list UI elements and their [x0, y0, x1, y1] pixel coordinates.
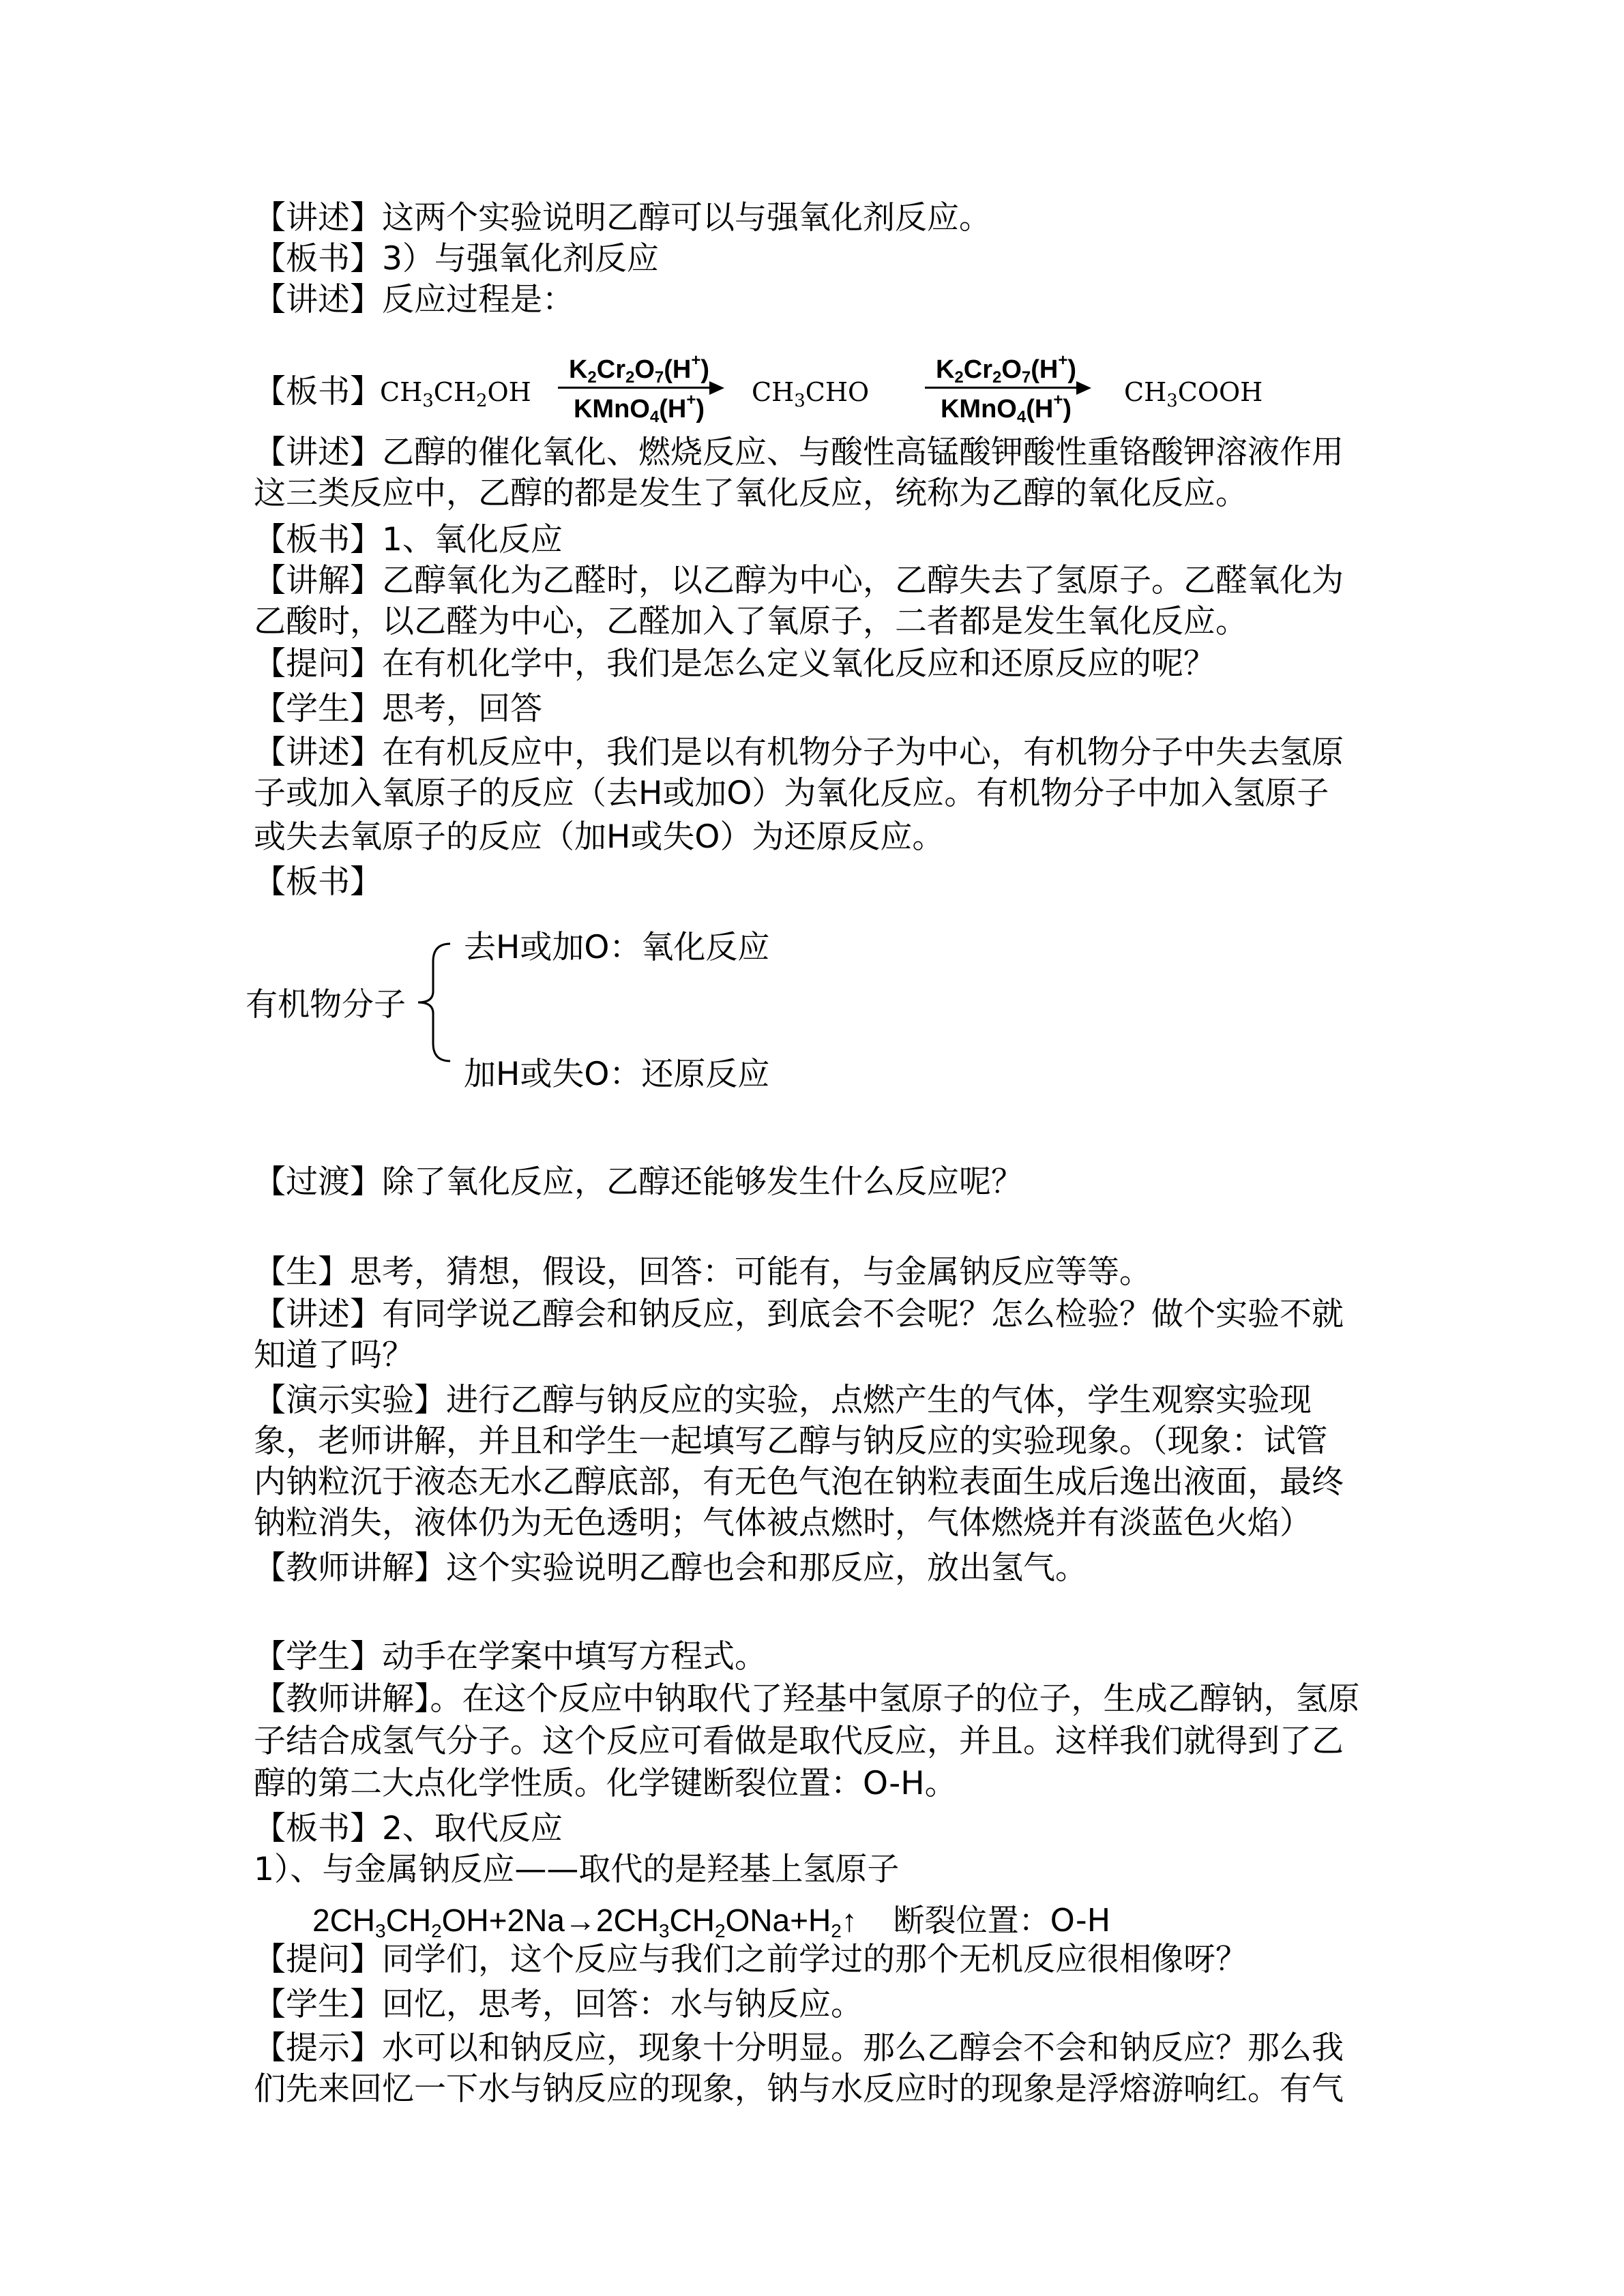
line-tag: 【板书】 — [254, 373, 382, 411]
line-tag: 【板书】 — [254, 240, 382, 278]
product-formula: $CH_3COOH$ — [1124, 377, 1263, 411]
line-tag: 【提示】 — [254, 2029, 382, 2067]
text-line — [254, 601, 1247, 642]
reagent-top: K2Cr2O7(H+) — [568, 351, 710, 387]
line-text: 这两个实验说明乙醇可以与强氧化剂反应。 — [382, 199, 991, 237]
line-tag: 【提问】 — [254, 645, 382, 683]
line-text: 有同学说乙醇会和钠反应，到底会不会呢？怎么检验？做个实验不就 — [382, 1296, 1344, 1333]
line-text: 回忆，思考，回答：水与钠反应。 — [382, 1986, 863, 2023]
line-text: 3）与强氧化剂反应 — [382, 240, 659, 278]
reagent-bottom: KMnO4(H+) — [573, 391, 705, 426]
equation-formula: 2CH3CH2OH+2Na→2CH3CH2ONa+H2↑ — [312, 1903, 857, 1941]
line-tag: 【学生】 — [254, 1638, 382, 1675]
text-line — [254, 2028, 1344, 2069]
reaction-arrow-1 — [554, 351, 724, 426]
line-text: 进行乙醇与钠反应的实验，点燃产生的气体，学生观察实验现 — [446, 1382, 1312, 1419]
text-line — [254, 1763, 957, 1804]
text-line — [254, 1679, 1360, 1720]
text-line — [254, 561, 1344, 601]
line-text: 这个实验说明乙醇也会和那反应，放出氢气。 — [446, 1549, 1087, 1587]
text-line — [254, 1849, 899, 1890]
text-line — [254, 862, 382, 903]
equation-note: 断裂位置：O-H — [893, 1902, 1111, 1939]
classification-lower: 加H或失O：还原反应 — [464, 1056, 770, 1093]
line-text: 醇的第二大点化学性质。化学键断裂位置：O-H。 — [254, 1765, 957, 1802]
line-tag: 【讲述】 — [254, 281, 382, 318]
line-tag: 【讲述】 — [254, 434, 382, 471]
text-line — [254, 689, 542, 730]
text-line — [254, 1808, 563, 1849]
text-line — [254, 732, 1344, 773]
text-line — [254, 1548, 1087, 1589]
reactant-formula: $CH_3CH_2OH$ — [380, 377, 531, 411]
classification-upper: 去H或加O：氧化反应 — [464, 929, 770, 966]
text-line — [254, 1162, 1023, 1203]
text-line — [254, 198, 991, 239]
line-tag: 【学生】 — [254, 690, 382, 728]
line-text: 反应过程是： — [382, 281, 574, 318]
line-tag: 【讲述】 — [254, 734, 382, 771]
brace-icon — [413, 941, 454, 1064]
line-tag: 【板书】 — [254, 1810, 382, 1847]
line-text: 知道了吗？ — [254, 1337, 414, 1374]
text-line — [254, 280, 574, 320]
line-text: 象，老师讲解，并且和学生一起填写乙醇与钠反应的实验现象。（现象：试管 — [254, 1422, 1328, 1460]
arrow-shaft — [558, 387, 712, 389]
line-text: 在有机化学中，我们是怎么定义氧化反应和还原反应的呢？ — [382, 645, 1215, 683]
line-text: 乙醇的催化氧化、燃烧反应、与酸性高锰酸钾酸性重铬酸钾溶液作用 — [382, 434, 1344, 471]
line-tag: 【演示实验】 — [254, 1382, 446, 1419]
text-line — [254, 1721, 1344, 1762]
reaction-arrow-2 — [921, 351, 1091, 426]
reagent-bottom: KMnO4(H+) — [940, 391, 1072, 426]
text-line — [254, 432, 1344, 473]
text-line — [254, 773, 1329, 814]
line-text: 乙醇氧化为乙醛时，以乙醇为中心，乙醇失去了氢原子。乙醛氧化为 — [382, 562, 1344, 599]
text-line — [254, 1984, 863, 2025]
line-text: 乙酸时，以乙醛为中心，乙醛加入了氧原子，二者都是发生氧化反应。 — [254, 603, 1247, 640]
text-line — [254, 473, 1247, 514]
line-text: 动手在学案中填写方程式。 — [382, 1638, 767, 1675]
text-line — [254, 1335, 414, 1376]
text-line — [254, 520, 563, 561]
arrow-shaft — [925, 387, 1079, 389]
text-line — [254, 1252, 1151, 1293]
line-text: 同学们，这个反应与我们之前学过的那个无机反应很相像呀？ — [382, 1941, 1247, 1978]
text-line — [254, 239, 659, 280]
line-text: 内钠粒沉于液态无水乙醇底部，有无色气泡在钠粒表面生成后逸出液面，最终 — [254, 1463, 1344, 1501]
line-text: 这三类反应中，乙醇的都是发生了氧化反应，统称为乙醇的氧化反应。 — [254, 475, 1247, 512]
line-text: 2、取代反应 — [382, 1810, 563, 1847]
text-line — [254, 1421, 1328, 1462]
line-tag: 【讲述】 — [254, 1296, 382, 1333]
text-line — [254, 1637, 767, 1678]
text-line — [254, 1294, 1344, 1335]
sodium-equation — [312, 1896, 1110, 1942]
text-line — [254, 644, 1215, 685]
text-line — [254, 817, 944, 858]
line-tag: 【生】 — [254, 1253, 350, 1291]
line-tag: 【讲述】 — [254, 199, 382, 237]
line-text: 子结合成氢气分子。这个反应可看做是取代反应，并且。这样我们就得到了乙 — [254, 1723, 1344, 1760]
line-text: 思考，回答 — [382, 690, 542, 728]
text-line — [254, 1380, 1312, 1421]
text-line — [254, 1503, 1312, 1544]
intermediate-formula: $CH_3CHO$ — [752, 377, 870, 411]
line-text: 或失去氧原子的反应（加H或失O）为还原反应。 — [254, 818, 945, 856]
text-line — [254, 1939, 1247, 1980]
line-text: 在有机反应中，我们是以有机物分子为中心，有机物分子中失去氢原 — [382, 734, 1344, 771]
line-text: 1）、与金属钠反应——取代的是羟基上氢原子 — [254, 1851, 900, 1888]
text-line — [254, 372, 382, 413]
line-text: 水可以和钠反应，现象十分明显。那么乙醇会不会和钠反应？那么我 — [382, 2029, 1344, 2067]
classification-subject: 有机物分子 — [246, 986, 406, 1024]
line-tag: 【讲解】 — [254, 562, 382, 599]
line-text: 们先来回忆一下水与钠反应的现象，钠与水反应时的现象是浮熔游响红。有气 — [254, 2070, 1344, 2108]
line-tag: 【过渡】 — [254, 1163, 382, 1201]
line-tag: 【板书】 — [254, 863, 382, 901]
line-tag: 【学生】 — [254, 1986, 382, 2023]
line-text: 钠粒消失，液体仍为无色透明；气体被点燃时，气体燃烧并有淡蓝色火焰） — [254, 1504, 1312, 1542]
text-line — [254, 1462, 1344, 1503]
line-text: 除了氧化反应，乙醇还能够发生什么反应呢？ — [382, 1163, 1023, 1201]
line-text: 。在这个反应中钠取代了羟基中氢原子的位子，生成乙醇钠，氢原 — [430, 1680, 1360, 1718]
reagent-top: K2Cr2O7(H+) — [935, 351, 1077, 387]
line-tag: 【教师讲解】 — [254, 1680, 430, 1718]
line-tag: 【板书】 — [254, 521, 382, 558]
line-tag: 【教师讲解】 — [254, 1549, 446, 1587]
text-line — [254, 2069, 1344, 2110]
line-text: 子或加入氧原子的反应（去H或加O）为氧化反应。有机物分子中加入氢原子 — [254, 775, 1329, 812]
line-tag: 【提问】 — [254, 1941, 382, 1978]
line-text: 1、氧化反应 — [382, 521, 563, 558]
line-text: 思考，猜想，假设，回答：可能有，与金属钠反应等等。 — [350, 1253, 1151, 1291]
